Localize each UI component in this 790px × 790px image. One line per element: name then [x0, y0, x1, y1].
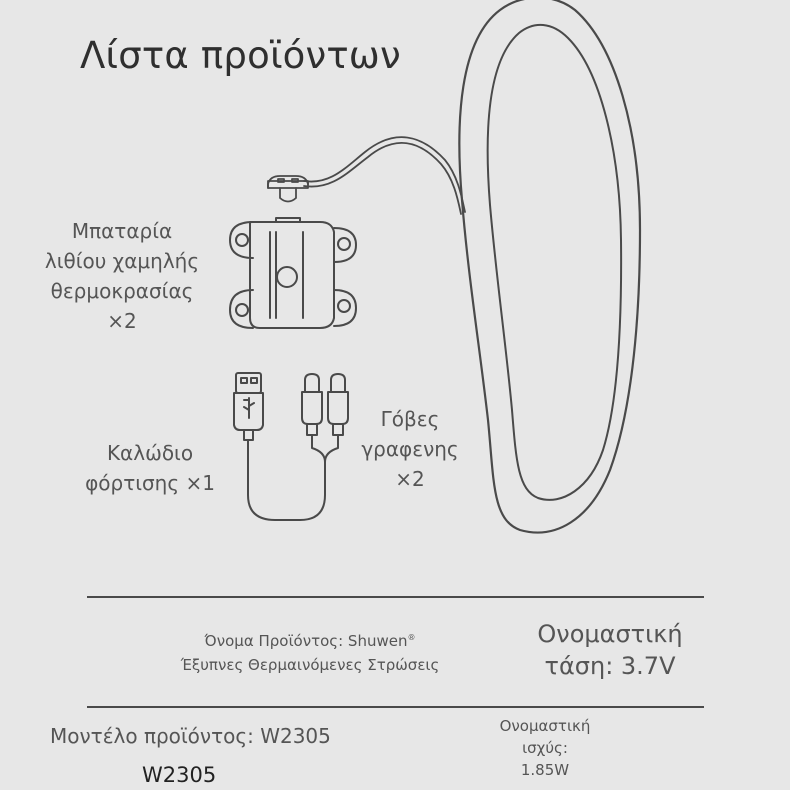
cable-label-line: Καλώδιο	[106, 441, 194, 465]
battery-label-line: Μπαταρία	[71, 219, 173, 243]
product-name-text: Όνομα Προϊόντος: Shuwen	[204, 632, 408, 650]
battery-quantity: ×2	[107, 309, 137, 333]
insole-quantity: ×2	[395, 467, 425, 491]
magnetic-connector-icon	[268, 176, 308, 202]
model-code: W2305	[142, 763, 217, 787]
cable-label-line: φόρτισης ×1	[85, 471, 215, 495]
rated-voltage-line: τάση: 3.7V	[544, 652, 676, 680]
insole-label	[350, 404, 470, 494]
rated-power	[480, 715, 610, 781]
product-name-line: Έξυπνες Θερμαινόμενες Στρώσεις	[180, 656, 440, 674]
insole-outline-icon	[459, 0, 640, 532]
usb-c-plug-icon	[328, 374, 348, 435]
page-title: Λίστα προϊόντων	[80, 34, 401, 77]
rated-power-line: 1.85W	[520, 761, 570, 779]
battery-label-line: λιθίου χαμηλής	[44, 249, 200, 273]
battery-pack-icon	[230, 218, 356, 328]
power-button-icon	[277, 267, 297, 287]
rated-power-line: ισχύς:	[522, 739, 568, 757]
rated-voltage	[520, 618, 700, 682]
heating-wire-icon	[304, 137, 465, 212]
divider	[87, 706, 704, 708]
battery-label	[22, 216, 222, 336]
insole-label-line: Γόβες	[380, 407, 440, 431]
usb-c-plug-icon	[302, 374, 322, 435]
insole-label-line: γραφενης	[361, 437, 459, 461]
rated-power-line: Ονομαστική	[499, 717, 591, 735]
divider	[87, 596, 704, 598]
rated-voltage-line: Ονομαστική	[537, 620, 683, 648]
registered-mark: ®	[407, 633, 416, 642]
product-name-line	[110, 626, 510, 653]
cable-label	[70, 438, 230, 498]
battery-label-line: θερμοκρασίας	[50, 279, 194, 303]
product-model: Μοντέλο προϊόντος: W2305	[50, 724, 331, 748]
product-name	[110, 626, 510, 677]
